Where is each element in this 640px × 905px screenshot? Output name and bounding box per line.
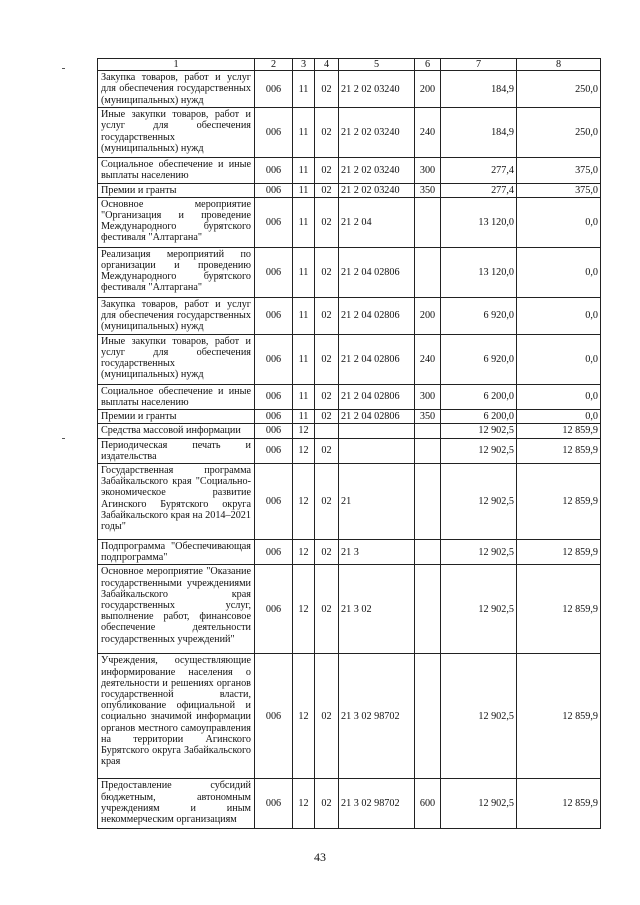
cell-c2: 006	[255, 424, 293, 438]
cell-c4: 02	[315, 297, 339, 334]
cell-c6	[415, 565, 441, 654]
cell-c4: 02	[315, 565, 339, 654]
cell-c4: 02	[315, 158, 339, 183]
table-row	[98, 779, 601, 829]
cell-c8: 0,0	[517, 334, 601, 384]
cell-c3: 12	[293, 438, 315, 463]
cell-c7: 6 920,0	[441, 297, 517, 334]
header-cell: 3	[293, 59, 315, 71]
cell-c8: 0,0	[517, 384, 601, 409]
cell-c5: 21 2 02 03240	[339, 183, 415, 197]
table-row	[98, 334, 601, 384]
cell-c4: 02	[315, 654, 339, 779]
cell-c8: 0,0	[517, 410, 601, 424]
row-name-cell: Средства массовой информации	[98, 424, 255, 438]
page-number: 43	[314, 850, 326, 864]
cell-c4: 02	[315, 71, 339, 108]
cell-c5: 21 2 04 02806	[339, 334, 415, 384]
row-name-cell: Подпрограмма "Обеспечивающая подпрограмма"	[98, 540, 255, 565]
row-name-cell: Предоставление субсидий бюджетным, автономным учреждениям и иным некоммерческим организациям	[98, 779, 255, 829]
cell-c6	[415, 464, 441, 540]
header-cell: 1	[98, 59, 255, 71]
cell-c3: 12	[293, 565, 315, 654]
scan-mark	[62, 438, 65, 439]
cell-c7: 12 902,5	[441, 438, 517, 463]
cell-c3: 12	[293, 464, 315, 540]
cell-c6	[415, 247, 441, 297]
row-name-cell: Закупка товаров, работ и услуг для обеспечения государственных (муниципальных) нужд	[98, 71, 255, 108]
row-name-cell: Закупка товаров, работ и услуг для обеспечения государственных (муниципальных) нужд	[98, 297, 255, 334]
cell-c5: 21 2 04	[339, 197, 415, 247]
cell-c6	[415, 197, 441, 247]
cell-c6: 200	[415, 71, 441, 108]
row-name-cell: Государственная программа Забайкальского края "Социально-экономическое развитие Агинского Бурятского округа Забайкальского края на 2014–2021 годы"	[98, 464, 255, 540]
table-row	[98, 297, 601, 334]
cell-c7: 184,9	[441, 71, 517, 108]
row-name-cell: Социальное обеспечение и иные выплаты населению	[98, 158, 255, 183]
cell-c2: 006	[255, 779, 293, 829]
cell-c6: 240	[415, 108, 441, 158]
cell-c5: 21 3 02 98702	[339, 779, 415, 829]
table-row	[98, 424, 601, 438]
cell-c7: 6 200,0	[441, 410, 517, 424]
cell-c5: 21 2 02 03240	[339, 71, 415, 108]
cell-c2: 006	[255, 438, 293, 463]
cell-c3: 12	[293, 540, 315, 565]
table-row	[98, 654, 601, 779]
cell-c4: 02	[315, 197, 339, 247]
cell-c2: 006	[255, 183, 293, 197]
cell-c6: 350	[415, 410, 441, 424]
cell-c8: 0,0	[517, 197, 601, 247]
cell-c2: 006	[255, 71, 293, 108]
cell-c4: 02	[315, 464, 339, 540]
cell-c3: 11	[293, 384, 315, 409]
table-row	[98, 540, 601, 565]
row-name-cell: Премии и гранты	[98, 410, 255, 424]
cell-c2: 006	[255, 247, 293, 297]
cell-c7: 12 902,5	[441, 540, 517, 565]
scan-mark	[62, 68, 65, 69]
cell-c2: 006	[255, 334, 293, 384]
cell-c8: 250,0	[517, 71, 601, 108]
cell-c8: 12 859,9	[517, 540, 601, 565]
table-row	[98, 438, 601, 463]
cell-c5: 21 2 02 03240	[339, 158, 415, 183]
cell-c2: 006	[255, 540, 293, 565]
cell-c7: 12 902,5	[441, 464, 517, 540]
cell-c6: 600	[415, 779, 441, 829]
cell-c8: 12 859,9	[517, 565, 601, 654]
row-name-cell: Периодическая печать и издательства	[98, 438, 255, 463]
cell-c5: 21 2 04 02806	[339, 410, 415, 424]
cell-c4: 02	[315, 384, 339, 409]
cell-c5	[339, 438, 415, 463]
cell-c8: 12 859,9	[517, 654, 601, 779]
cell-c7: 277,4	[441, 183, 517, 197]
table-row	[98, 158, 601, 183]
cell-c4: 02	[315, 108, 339, 158]
cell-c3: 12	[293, 654, 315, 779]
cell-c7: 13 120,0	[441, 197, 517, 247]
cell-c7: 184,9	[441, 108, 517, 158]
row-name-cell: Премии и гранты	[98, 183, 255, 197]
cell-c6	[415, 654, 441, 779]
cell-c6: 300	[415, 158, 441, 183]
row-name-cell: Иные закупки товаров, работ и услуг для обеспечения государственных (муниципальных) нужд	[98, 108, 255, 158]
cell-c8: 375,0	[517, 158, 601, 183]
cell-c2: 006	[255, 464, 293, 540]
cell-c3: 11	[293, 197, 315, 247]
cell-c2: 006	[255, 410, 293, 424]
header-cell: 2	[255, 59, 293, 71]
header-cell: 7	[441, 59, 517, 71]
row-name-cell: Социальное обеспечение и иные выплаты населению	[98, 384, 255, 409]
cell-c6: 350	[415, 183, 441, 197]
cell-c5: 21 2 04 02806	[339, 384, 415, 409]
cell-c7: 13 120,0	[441, 247, 517, 297]
table-row	[98, 247, 601, 297]
cell-c8: 12 859,9	[517, 464, 601, 540]
cell-c7: 6 200,0	[441, 384, 517, 409]
cell-c2: 006	[255, 565, 293, 654]
table-row	[98, 108, 601, 158]
table-row	[98, 197, 601, 247]
cell-c4: 02	[315, 540, 339, 565]
cell-c2: 006	[255, 654, 293, 779]
cell-c8: 12 859,9	[517, 779, 601, 829]
cell-c2: 006	[255, 297, 293, 334]
cell-c3: 11	[293, 297, 315, 334]
cell-c5: 21 2 04 02806	[339, 247, 415, 297]
cell-c6	[415, 438, 441, 463]
table-row	[98, 410, 601, 424]
cell-c4	[315, 424, 339, 438]
table-row	[98, 464, 601, 540]
cell-c5: 21 2 04 02806	[339, 297, 415, 334]
row-name-cell: Иные закупки товаров, работ и услуг для обеспечения государственных (муниципальных) нужд	[98, 334, 255, 384]
cell-c8: 12 859,9	[517, 424, 601, 438]
cell-c7: 12 902,5	[441, 779, 517, 829]
header-cell: 5	[339, 59, 415, 71]
cell-c3: 11	[293, 71, 315, 108]
table-row	[98, 71, 601, 108]
cell-c8: 12 859,9	[517, 438, 601, 463]
cell-c4: 02	[315, 247, 339, 297]
header-cell: 6	[415, 59, 441, 71]
cell-c3: 11	[293, 247, 315, 297]
table-header-row	[98, 59, 601, 71]
cell-c2: 006	[255, 108, 293, 158]
cell-c3: 12	[293, 424, 315, 438]
cell-c5: 21	[339, 464, 415, 540]
cell-c2: 006	[255, 158, 293, 183]
table-row	[98, 384, 601, 409]
cell-c5: 21 3	[339, 540, 415, 565]
cell-c6: 240	[415, 334, 441, 384]
table-row	[98, 183, 601, 197]
cell-c5: 21 3 02	[339, 565, 415, 654]
cell-c6: 200	[415, 297, 441, 334]
cell-c6	[415, 540, 441, 565]
cell-c3: 12	[293, 779, 315, 829]
cell-c2: 006	[255, 384, 293, 409]
cell-c5	[339, 424, 415, 438]
cell-c5: 21 3 02 98702	[339, 654, 415, 779]
header-cell: 4	[315, 59, 339, 71]
row-name-cell: Реализация мероприятий по организации и проведению Международного бурятского фестиваля "Алтаргана"	[98, 247, 255, 297]
row-name-cell: Учреждения, осуществляющие информирование населения о деятельности и решениях органов государственной власти, опубликование официальной и социально значимой информации органов местного самоуправления на территории Агинского Бурятского округа Забайкальского края	[98, 654, 255, 779]
row-name-cell: Основное мероприятие "Оказание государственными учреждениями Забайкальского края государственных услуг, выполнение работ, финансовое обеспечение деятельности государственных учреждений"	[98, 565, 255, 654]
cell-c7: 12 902,5	[441, 424, 517, 438]
cell-c6: 300	[415, 384, 441, 409]
cell-c4: 02	[315, 438, 339, 463]
cell-c7: 6 920,0	[441, 334, 517, 384]
cell-c3: 11	[293, 158, 315, 183]
cell-c4: 02	[315, 183, 339, 197]
header-cell: 8	[517, 59, 601, 71]
cell-c8: 0,0	[517, 297, 601, 334]
table-row	[98, 565, 601, 654]
cell-c4: 02	[315, 334, 339, 384]
row-name-cell: Основное мероприятие "Организация и проведение Международного бурятского фестиваля "Алтаргана"	[98, 197, 255, 247]
cell-c3: 11	[293, 334, 315, 384]
cell-c8: 250,0	[517, 108, 601, 158]
cell-c8: 375,0	[517, 183, 601, 197]
cell-c7: 12 902,5	[441, 565, 517, 654]
cell-c7: 277,4	[441, 158, 517, 183]
cell-c5: 21 2 02 03240	[339, 108, 415, 158]
cell-c3: 11	[293, 410, 315, 424]
cell-c4: 02	[315, 410, 339, 424]
cell-c3: 11	[293, 183, 315, 197]
cell-c4: 02	[315, 779, 339, 829]
cell-c3: 11	[293, 108, 315, 158]
cell-c7: 12 902,5	[441, 654, 517, 779]
budget-table	[97, 58, 601, 829]
cell-c2: 006	[255, 197, 293, 247]
cell-c6	[415, 424, 441, 438]
cell-c8: 0,0	[517, 247, 601, 297]
table-body	[98, 59, 601, 829]
